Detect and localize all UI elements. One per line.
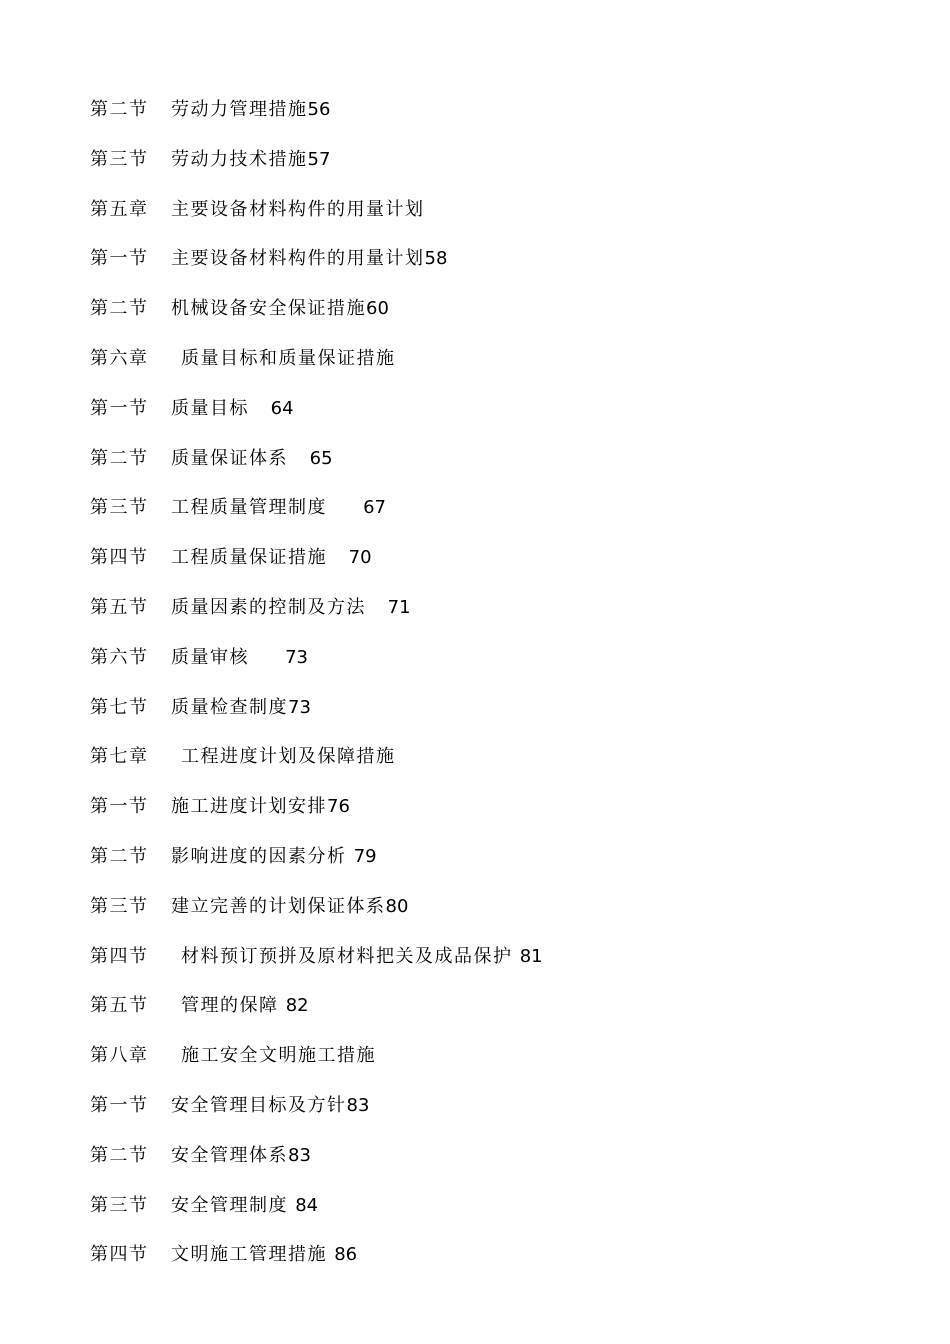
toc-chapter-entry[interactable]	[90, 197, 910, 247]
toc-entry-page: 80	[385, 895, 409, 917]
toc-entry-title: 安全管理目标及方针	[171, 1094, 347, 1116]
toc-entry-label: 第二节	[90, 845, 149, 867]
toc-entry[interactable]	[90, 645, 910, 695]
toc-entry-label: 第三节	[90, 1194, 149, 1216]
toc-entry-title: 工程质量管理制度	[171, 497, 327, 519]
toc-entry-page: 79	[353, 845, 377, 867]
toc-entry-page: 60	[366, 298, 389, 320]
toc-entry-title: 管理的保障	[181, 995, 279, 1017]
toc-entry[interactable]	[90, 894, 910, 944]
toc-entry-label: 第七章	[90, 746, 149, 768]
toc-entry[interactable]	[90, 147, 910, 197]
toc-entry-page: 58	[424, 248, 448, 270]
toc-entry-spacing	[513, 944, 520, 970]
toc-entry-label: 第六节	[90, 646, 149, 668]
toc-entry-page: 57	[307, 148, 331, 170]
toc-entry-spacing	[249, 645, 285, 671]
toc-entry-title: 劳动力管理措施	[171, 99, 308, 120]
toc-entry[interactable]	[90, 545, 910, 595]
toc-entry-label: 第四节	[90, 945, 149, 967]
toc-entry[interactable]	[90, 1143, 910, 1193]
toc-entry-title: 质量因素的控制及方法	[171, 596, 366, 618]
toc-entry[interactable]	[90, 97, 910, 147]
toc-entry-label: 第三节	[90, 497, 149, 519]
toc-entry-label: 第一节	[90, 248, 149, 270]
toc-entry-page: 65	[309, 447, 333, 469]
toc-chapter-entry[interactable]	[90, 1043, 910, 1093]
toc-entry-label: 第二节	[90, 298, 149, 320]
toc-entry-label: 第五节	[90, 995, 149, 1017]
toc-entry[interactable]	[90, 1242, 910, 1292]
toc-entry-title: 安全管理体系	[171, 1144, 288, 1166]
toc-entry-page: 73	[285, 646, 309, 668]
toc-entry[interactable]	[90, 1193, 910, 1243]
toc-entry-label: 第五章	[90, 198, 149, 220]
toc-chapter-entry[interactable]	[90, 744, 910, 794]
toc-entry-spacing	[347, 844, 354, 870]
toc-entry-page: 86	[334, 1244, 358, 1266]
toc-entry-title: 质量目标	[171, 397, 249, 419]
toc-entry-page: 64	[270, 397, 294, 419]
toc-entry-label: 第二节	[90, 447, 149, 469]
toc-entry-spacing	[279, 993, 286, 1019]
toc-entry-spacing	[327, 545, 349, 571]
toc-entry[interactable]	[90, 495, 910, 545]
toc-entry-page: 71	[387, 596, 411, 618]
toc-entry-page: 67	[363, 497, 387, 519]
toc-entry[interactable]	[90, 944, 910, 994]
toc-entry-label: 第二节	[90, 99, 149, 120]
toc-entry-title: 施工进度计划安排	[171, 796, 327, 818]
toc-entry-spacing	[327, 495, 363, 521]
toc-entry[interactable]	[90, 794, 910, 844]
toc-entry[interactable]	[90, 396, 910, 446]
toc-entry-spacing	[249, 396, 271, 422]
toc-entry-title: 质量审核	[171, 646, 249, 668]
toc-entry-title: 劳动力技术措施	[171, 148, 308, 170]
toc-entry-page: 83	[346, 1094, 370, 1116]
toc-entry-label: 第一节	[90, 796, 149, 818]
toc-entry-title: 影响进度的因素分析	[171, 845, 347, 867]
toc-entry[interactable]	[90, 993, 910, 1043]
toc-entry-spacing	[288, 1193, 295, 1219]
toc-entry-spacing	[288, 446, 310, 472]
toc-entry-page: 82	[285, 995, 309, 1017]
toc-entry-page: 83	[288, 1144, 311, 1166]
toc-entry-label: 第六章	[90, 347, 149, 369]
toc-entry-title: 主要设备材料构件的用量计划	[171, 248, 425, 270]
toc-entry-page: 76	[327, 796, 350, 818]
toc-chapter-entry[interactable]	[90, 346, 910, 396]
toc-entry-page: 73	[288, 696, 311, 718]
toc-entry-title: 质量保证体系	[171, 447, 288, 469]
toc-entry-title: 材料预订预拼及原材料把关及成品保护	[181, 945, 513, 967]
toc-entry-label: 第五节	[90, 596, 149, 618]
toc-entry-title: 工程进度计划及保障措施	[181, 746, 396, 768]
toc-entry-label: 第八章	[90, 1045, 149, 1067]
toc-entry-label: 第四节	[90, 1244, 149, 1266]
toc-entry-label: 第四节	[90, 547, 149, 569]
toc-entry-title: 安全管理制度	[171, 1194, 288, 1216]
toc-entry-spacing	[366, 595, 388, 621]
toc-entry[interactable]	[90, 246, 910, 296]
toc-entry-title: 质量检查制度	[171, 696, 288, 718]
toc-entry-title: 文明施工管理措施	[171, 1244, 327, 1266]
toc-entry-label: 第二节	[90, 1144, 149, 1166]
toc-entry-label: 第三节	[90, 895, 149, 917]
toc-entry-page: 70	[348, 547, 372, 569]
toc-entry-title: 工程质量保证措施	[171, 547, 327, 569]
toc-entry[interactable]	[90, 296, 910, 346]
toc-entry[interactable]	[90, 844, 910, 894]
toc-entry-spacing	[327, 1242, 334, 1268]
toc-entry-title: 建立完善的计划保证体系	[171, 895, 386, 917]
toc-entry-label: 第一节	[90, 397, 149, 419]
toc-entry-title: 机械设备安全保证措施	[171, 298, 366, 320]
toc-entry-title: 施工安全文明施工措施	[181, 1045, 376, 1067]
toc-entry-label: 第七节	[90, 696, 149, 718]
toc-entry-label: 第一节	[90, 1094, 149, 1116]
toc-entry[interactable]	[90, 595, 910, 645]
table-of-contents	[90, 97, 910, 1292]
toc-entry-title: 主要设备材料构件的用量计划	[171, 198, 425, 220]
toc-entry[interactable]	[90, 695, 910, 745]
toc-entry-page: 56	[307, 99, 331, 120]
toc-entry-title: 质量目标和质量保证措施	[181, 347, 396, 369]
toc-entry-label: 第三节	[90, 148, 149, 170]
toc-entry-page: 81	[519, 945, 543, 967]
toc-entry[interactable]	[90, 1093, 910, 1143]
toc-entry[interactable]	[90, 446, 910, 496]
toc-entry-page: 84	[295, 1194, 319, 1216]
